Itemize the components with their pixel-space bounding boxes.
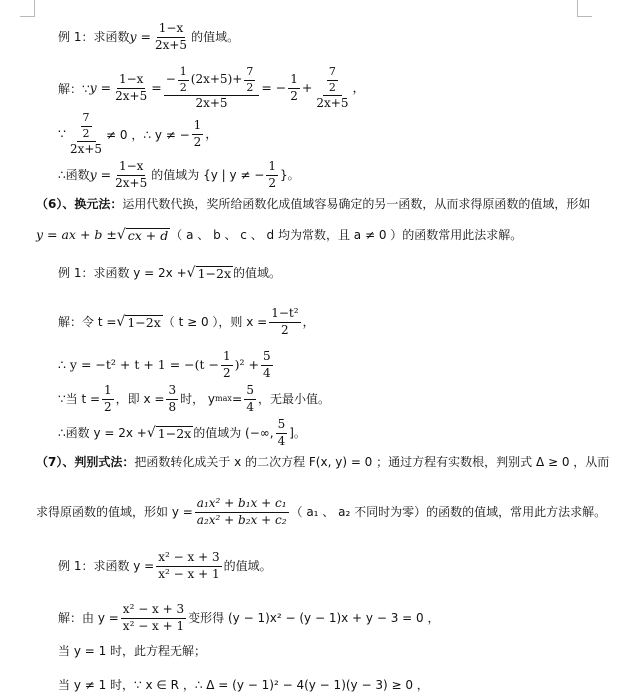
text: ≠ 0 ，∴ y ≠ − (106, 127, 190, 142)
section-heading: （6）、换元法： (36, 197, 123, 211)
ex1-question (0, 22, 640, 53)
text: = (231, 391, 243, 407)
text: 时， y (180, 392, 216, 407)
fraction: $\frac{\frac{7}{2}}{2x+5}$ (69, 111, 103, 157)
text: 的值域。 (233, 266, 282, 281)
fraction: $\frac{3}{8}$ (168, 383, 177, 414)
text: ， (352, 80, 365, 96)
fraction: $\frac{\frac{7}{2}}{2x+5}$ (316, 65, 349, 111)
ex1-solution-line3 (0, 160, 640, 191)
sqrt: √ 1−2x (116, 314, 161, 331)
text: ， (205, 126, 218, 142)
fraction: $\frac{1-x}{2x+5}$ (115, 159, 148, 190)
text: 解：由 y = (58, 611, 119, 626)
text: 当 y = 1 时，此方程无解； (58, 644, 207, 658)
text: ∴ y = −t² + t + 1 = −(t − (58, 357, 219, 373)
text: = − (261, 80, 287, 96)
text: + (301, 80, 313, 96)
sec6-solution-line1 (0, 307, 640, 338)
fraction: $\frac{\text{1−t²}}{2}$ (271, 306, 299, 337)
sec6-intro-line2 (0, 228, 640, 243)
text: }。 (279, 168, 300, 183)
sec7-intro-line1 (0, 456, 640, 468)
text: 例 1：求函数 (58, 30, 130, 45)
ex1-solution-line2 (0, 112, 640, 157)
fraction: $\frac{\text{x² − x + 3}}{\text{x² − x + 1}}$ (122, 602, 185, 633)
text: 把函数转化成关于 x 的二次方程 F(x, y) = 0 ；通过方程有实数根，判别式 Δ ≥ 0 ，从而 (134, 455, 610, 469)
text: 的值域为 (−∞, (193, 426, 274, 441)
fraction: $\frac{5}{4}$ (246, 383, 255, 414)
text: ，即 x = (115, 392, 165, 407)
text: ，无最小值。 (258, 392, 331, 407)
text: （ a 、 b 、 c 、 d 均为常数，且 a ≠ 0 ）的函数常用此法求解。 (170, 228, 523, 243)
sec7-solution-line1 (0, 603, 640, 634)
fraction: $\frac{1-x}{2x+5}$ (154, 21, 188, 52)
text: 变形得 (y − 1)x² − (y − 1)x + y − 3 = 0 ， (188, 611, 440, 626)
text: 例 1：求函数 y = (58, 559, 155, 574)
sqrt: √ 1−2x (146, 425, 192, 442)
text: ∴函数 (58, 168, 90, 183)
fraction: $\frac{1}{2}$ (268, 159, 276, 190)
text: 运用代数代换，奖所给函数化成值域容易确定的另一函数，从而求得原函数的值域，形如 (122, 197, 591, 211)
text: （ t ≥ 0 ），则 x = (162, 315, 268, 330)
sec7-solution-line3 (0, 679, 640, 691)
text: ∴函数 y = 2x + (58, 426, 147, 441)
sec6-solution-line4 (0, 418, 640, 449)
text: （ a₁ 、 a₂ 不同时为零）的函数的值域，常用此方法求解。 (290, 505, 607, 520)
text: )² + (234, 357, 259, 373)
text: 的值域为 {y | y ≠ − (151, 168, 265, 183)
sec7-intro-line2 (0, 497, 640, 528)
text: ]。 (289, 426, 306, 441)
sec6-solution-line3 (0, 384, 640, 415)
text: 解：∵ (58, 81, 90, 96)
fraction: $\frac{\text{x² − x + 3}}{\text{x² − x + 1}}$ (158, 550, 220, 581)
fraction: $\frac{1}{2}$ (104, 383, 112, 414)
text: ∵当 t = (58, 392, 101, 407)
text: = (151, 80, 162, 96)
ex1-solution-line1 (0, 66, 640, 111)
fraction: $\frac{5}{4}$ (277, 417, 286, 448)
text: y = (89, 80, 112, 96)
text: 例 1：求函数 y = 2x + (58, 266, 187, 281)
text: ， (302, 314, 316, 330)
sqrt: √ 1−2x (186, 265, 232, 281)
text: y = (89, 167, 112, 183)
fraction: $\frac{1}{2}$ (290, 72, 298, 104)
subscript: max (215, 394, 232, 404)
fraction: $\frac{1-x}{2x+5}$ (115, 72, 148, 104)
text: 当 y ≠ 1 时，∵ x ∈ R ，∴ Δ = (y − 1)² − 4(y − 1)(y − 3) ≥ 0 ， (58, 678, 429, 692)
sec6-example-question (0, 266, 640, 281)
text: y = ax + b ± (36, 227, 117, 242)
fraction: $\frac{\text{a₁x² + b₁x + c₁}}{\text{a₂x² + b₂x + c₂}}$ (196, 496, 287, 527)
page-corner-mark-left (20, 0, 35, 17)
text: 求得原函数的值域，形如 y = (36, 505, 193, 520)
sec6-intro-line1 (0, 198, 640, 210)
text: y = (129, 29, 151, 45)
text: 的值域。 (191, 30, 240, 45)
fraction: $\frac{1}{2}$ (193, 118, 202, 150)
fraction: $\frac{1}{2}$ (222, 349, 231, 380)
sqrt: √ cx + d (116, 227, 169, 243)
text: 的值域。 (223, 559, 272, 574)
text: ∵ (58, 126, 66, 142)
fraction: − $\frac{1}{2}$ (2x+5)+ $\frac{7}{2}$ 2x+5 (164, 66, 260, 111)
sec6-solution-line2 (0, 350, 640, 381)
text: 解：令 t = (58, 315, 117, 330)
sec7-example-question (0, 551, 640, 582)
section-heading: （7）、判别式法： (36, 455, 135, 469)
fraction: $\frac{5}{4}$ (262, 349, 271, 380)
sec7-solution-line2 (0, 645, 640, 657)
page-corner-mark-right (577, 0, 592, 17)
